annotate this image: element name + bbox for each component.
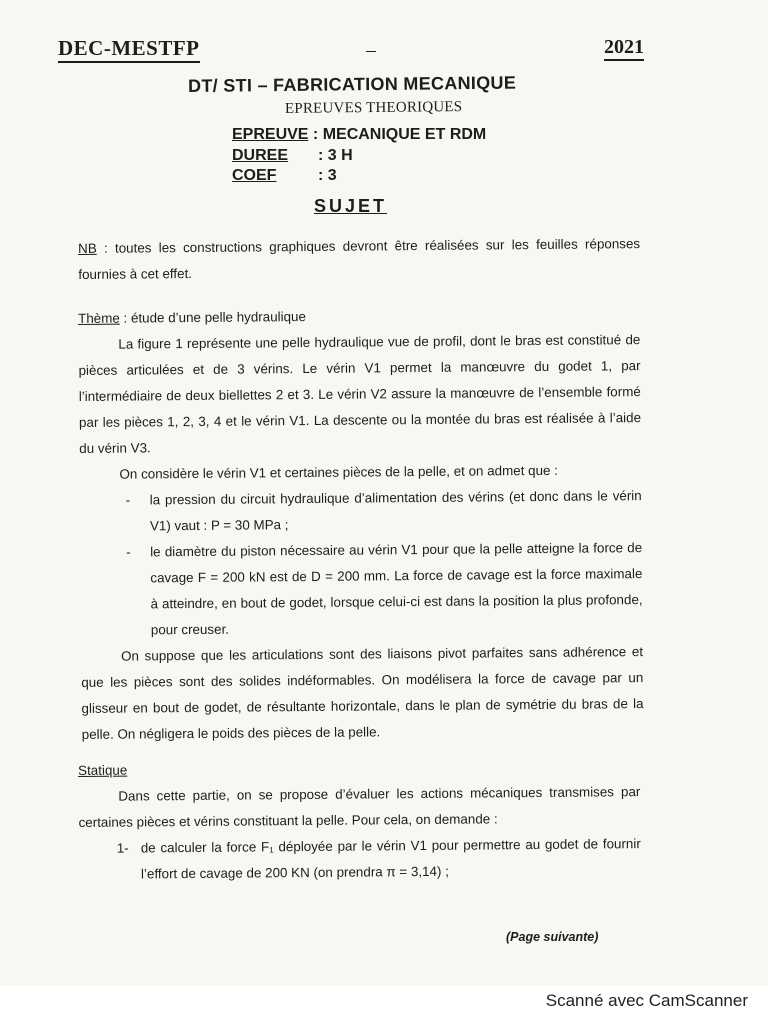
theme-text: : étude d’une pelle hydraulique [119, 309, 306, 326]
bullet-diametre [80, 535, 643, 644]
bullet-diametre-text: le diamètre du piston nécessaire au vérin V1 pour que la pelle atteigne la force de cavage F = 200 kN est de D = 200 mm. La force de cavage est la force maximale à atteindre, en bout de godet, lorsque celui-ci est dans la position la plus profonde, pour creuser. [150, 540, 643, 638]
exam-title: DT/ STI – FABRICATION MECANIQUE [188, 72, 517, 96]
bullet-pression-text: la pression du circuit hydraulique d’alimentation des vérins (et donc dans le vérin V1) vaut : P = 30 MPa ; [149, 488, 642, 534]
scanner-footer [0, 986, 768, 1024]
header-dash: — [366, 46, 376, 57]
next-page-note: (Page suivante) [506, 930, 599, 944]
nb-label: NB [78, 240, 97, 256]
statique-section [78, 753, 641, 888]
meta-coef-value: : 3 [318, 167, 337, 184]
statique-intro: Dans cette partie, on se propose d’évaluer les actions mécaniques transmises par certaines pièces et vérins constituant la pelle. Pour cela, on demande : [78, 784, 641, 830]
meta-coef-key: COEF [232, 167, 277, 184]
bullet-dash: - [126, 544, 131, 560]
meta-duree-key: DUREE [232, 147, 289, 164]
question-1-number: 1- [116, 840, 129, 856]
institution-header: DEC-MESTFP [58, 36, 200, 63]
bullet-dash: - [125, 492, 131, 508]
question-1 [79, 831, 641, 888]
paragraph-considere: On considère le vérin V1 et certaines pièces de la pelle, et on admet que : [119, 462, 558, 482]
meta-epreuve-value: : MECANIQUE ET RDM [312, 126, 487, 143]
meta-epreuve-key: EPREUVE [232, 126, 309, 143]
paragraph-figure: La figure 1 représente une pelle hydraulique vue de profil, dont le bras est constitué de pièces articulées et de 3 vérins. Le vérin V1 permet la manœuvre du godet 1, par l’intermédiaire de deux biellettes 2 et 3. Le vérin V2 assure la manœuvre de l’ensemble formé par les pièces 1, 2, 3, 4 et le vérin V1. La descente ou la montée du bras est réalisée à l’aide du vérin V3. [78, 332, 642, 456]
exam-year: 2021 [604, 36, 644, 61]
meta-duree-value: : 3 H [318, 147, 353, 164]
statique-label: Statique [78, 762, 128, 778]
exam-subtitle: EPREUVES THEORIQUES [284, 99, 463, 117]
nb-text: : toutes les constructions graphiques devront être réalisées sur les feuilles réponses fournies à cet effet. [78, 236, 641, 282]
main-text [78, 301, 644, 748]
meta-epreuve [232, 126, 486, 144]
paragraph-hypotheses: On suppose que les articulations sont des liaisons pivot parfaites sans adhérence et que les pièces sont des solides indéformables. On modélisera la force de cavage par un glisseur en bout de godet, de résultante horizontale, dans le plan de symétrie du bras de la pelle. On négligera le poids des pièces de la pelle. [81, 644, 644, 742]
theme-label: Thème [78, 310, 120, 326]
sujet-heading: SUJET [314, 196, 388, 216]
bullet-pression [80, 483, 642, 540]
question-1-text: de calculer la force F₁ déployée par le vérin V1 pour permettre au godet de fournir l’effort de cavage de 200 KN (on prendra π = 3,14) ; [140, 836, 641, 882]
meta-duree [232, 147, 353, 165]
scanner-watermark: Scanné avec CamScanner [545, 991, 748, 1010]
nb-note [78, 231, 640, 288]
meta-coef [232, 167, 337, 185]
